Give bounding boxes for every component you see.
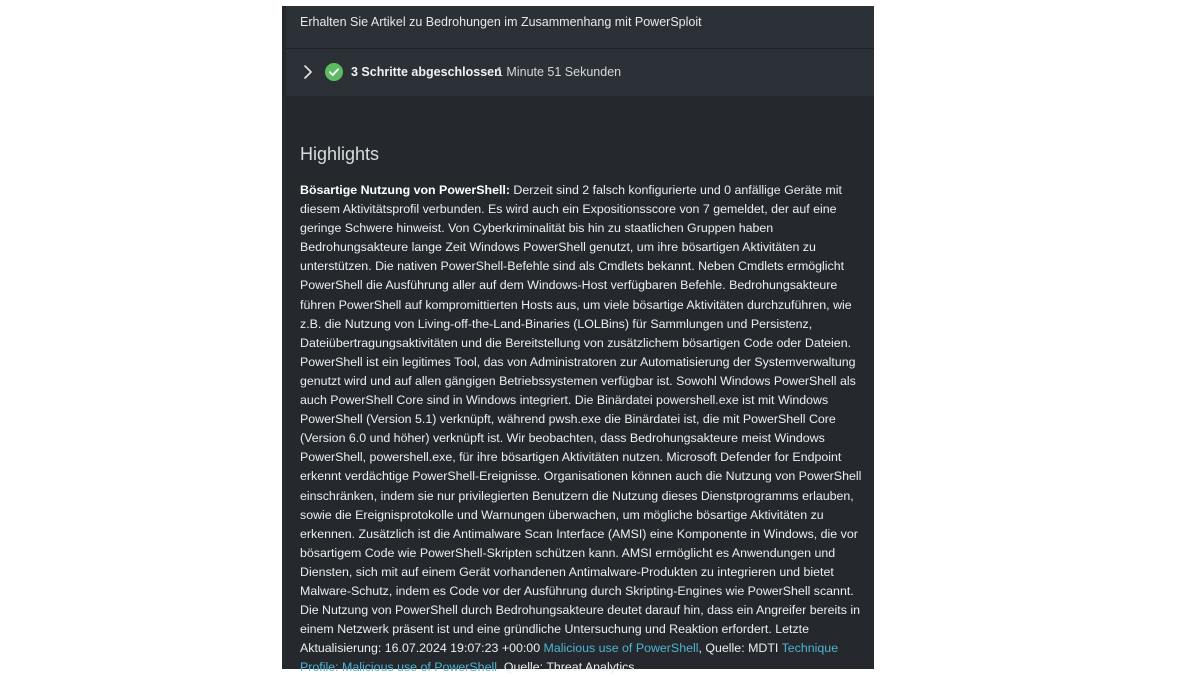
source-link-mdti[interactable]: Malicious use of PowerShell bbox=[543, 641, 699, 656]
source-link-threat-analytics[interactable]: Technique Profile: Malicious use of PowerShell bbox=[300, 641, 839, 675]
highlight-lead: Bösartige Nutzung von PowerShell: bbox=[300, 183, 510, 197]
highlights-heading: Highlights bbox=[300, 144, 380, 164]
check-circle-icon bbox=[325, 63, 343, 81]
prompt-row bbox=[286, 6, 874, 48]
steps-completed-label: 3 Schritte abgeschlossen bbox=[351, 65, 502, 79]
steps-summary-row[interactable] bbox=[286, 49, 874, 96]
prompt-text: Erhalten Sie Artikel zu Bedrohungen im Zusammenhang mit PowerSploit bbox=[300, 15, 702, 29]
source-label-threat-analytics: , Quelle: Threat Analytics bbox=[496, 660, 635, 675]
chevron-right-icon[interactable] bbox=[301, 64, 315, 80]
steps-duration: 1 Minute 51 Sekunden bbox=[496, 65, 622, 79]
highlights-paragraph bbox=[300, 181, 870, 677]
highlight-body: Derzeit sind 2 falsch konfigurierte und 0 anfällige Geräte mit diesem Aktivitätsprofil verbunden. Es wird auch ein Expositionsscore von 7 gemeldet, der auf eine geringe Schwere hinweist. Von Cyberkriminalität bis hin zu staatlichen Gruppen haben Bedrohungsakteure lange Zeit Windows PowerShell genutzt, um ihre bösartigen Aktivitäten zu unterstützen. Die nativen PowerShell-Befehle sind als Cmdlets bekannt. Neben Cmdlets ermöglicht PowerShell die Ausführung aller auf dem Windows-Host verfügbaren Befehle. Bedrohungsakteure führen PowerShell auf kompromittierten Hosts aus, um viele bösartige Aktivitäten durchzuführen, wie z.B. die Nutzung von Living-off-the-Land-Binaries (LOLBins) für Sammlungen und Persistenz, Dateiübertragungsaktivitäten und die Bereitstellung von zusätzlichem bösartigen Code oder Dateien. PowerShell ist ein legitimes Tool, das von Administratoren zur Automatisierung der Systemverwaltung genutzt wird und auf allen gängigen Betriebssystemen verfügbar ist. Sowohl Windows PowerShell als auch PowerShell Core sind in Windows integriert. Die Binärdatei powershell.exe ist mit Windows PowerShell (Version 5.1) verknüpft, während pwsh.exe die Binärdatei ist, die mit PowerShell Core (Version 6.0 und höher) verknüpft ist. Wir beobachten, dass Bedrohungsakteure meist Windows PowerShell, powershell.exe, für ihre bösartigen Aktivitäten nutzen. Microsoft Defender for Endpoint erkennt verdächtige PowerShell-Ereignisse. Organisationen können auch die Nutzung von PowerShell einschränken, indem sie nur privilegierten Benutzern die Nutzung dieses Dienstprogramms erlauben, sowie die Ereignisprotokolle und Warnungen überwachen, um mögliche bösartige Aktivitäten zu erkennen. Zusätzlich ist die Antimalware Scan Interface (AMSI) eine Komponente in Windows, die vor bösartigem Code wie PowerShell-Skripten schützen kann. AMSI ermöglicht es Anwendungen und Diensten, sich mit auf einem Gerät vorhandenen Antimalware-Produkten zu integrieren und bietet Malware-Schutz, indem es Code vor der Ausführung durch Skripting-Engines wie PowerShell scannt. Die Nutzung von PowerShell durch Bedrohungsakteure deutet darauf hin, dass ein Angreifer bereits in einem Netzwerk präsent ist und eine gründliche Untersuchung und Reaktion erfordert. Letzte Aktualisierung: 16.07.2024 19:07:23 +00:00 bbox=[300, 183, 862, 656]
source-label-mdti: , Quelle: MDTI bbox=[698, 641, 782, 656]
chat-response-panel bbox=[282, 6, 874, 675]
